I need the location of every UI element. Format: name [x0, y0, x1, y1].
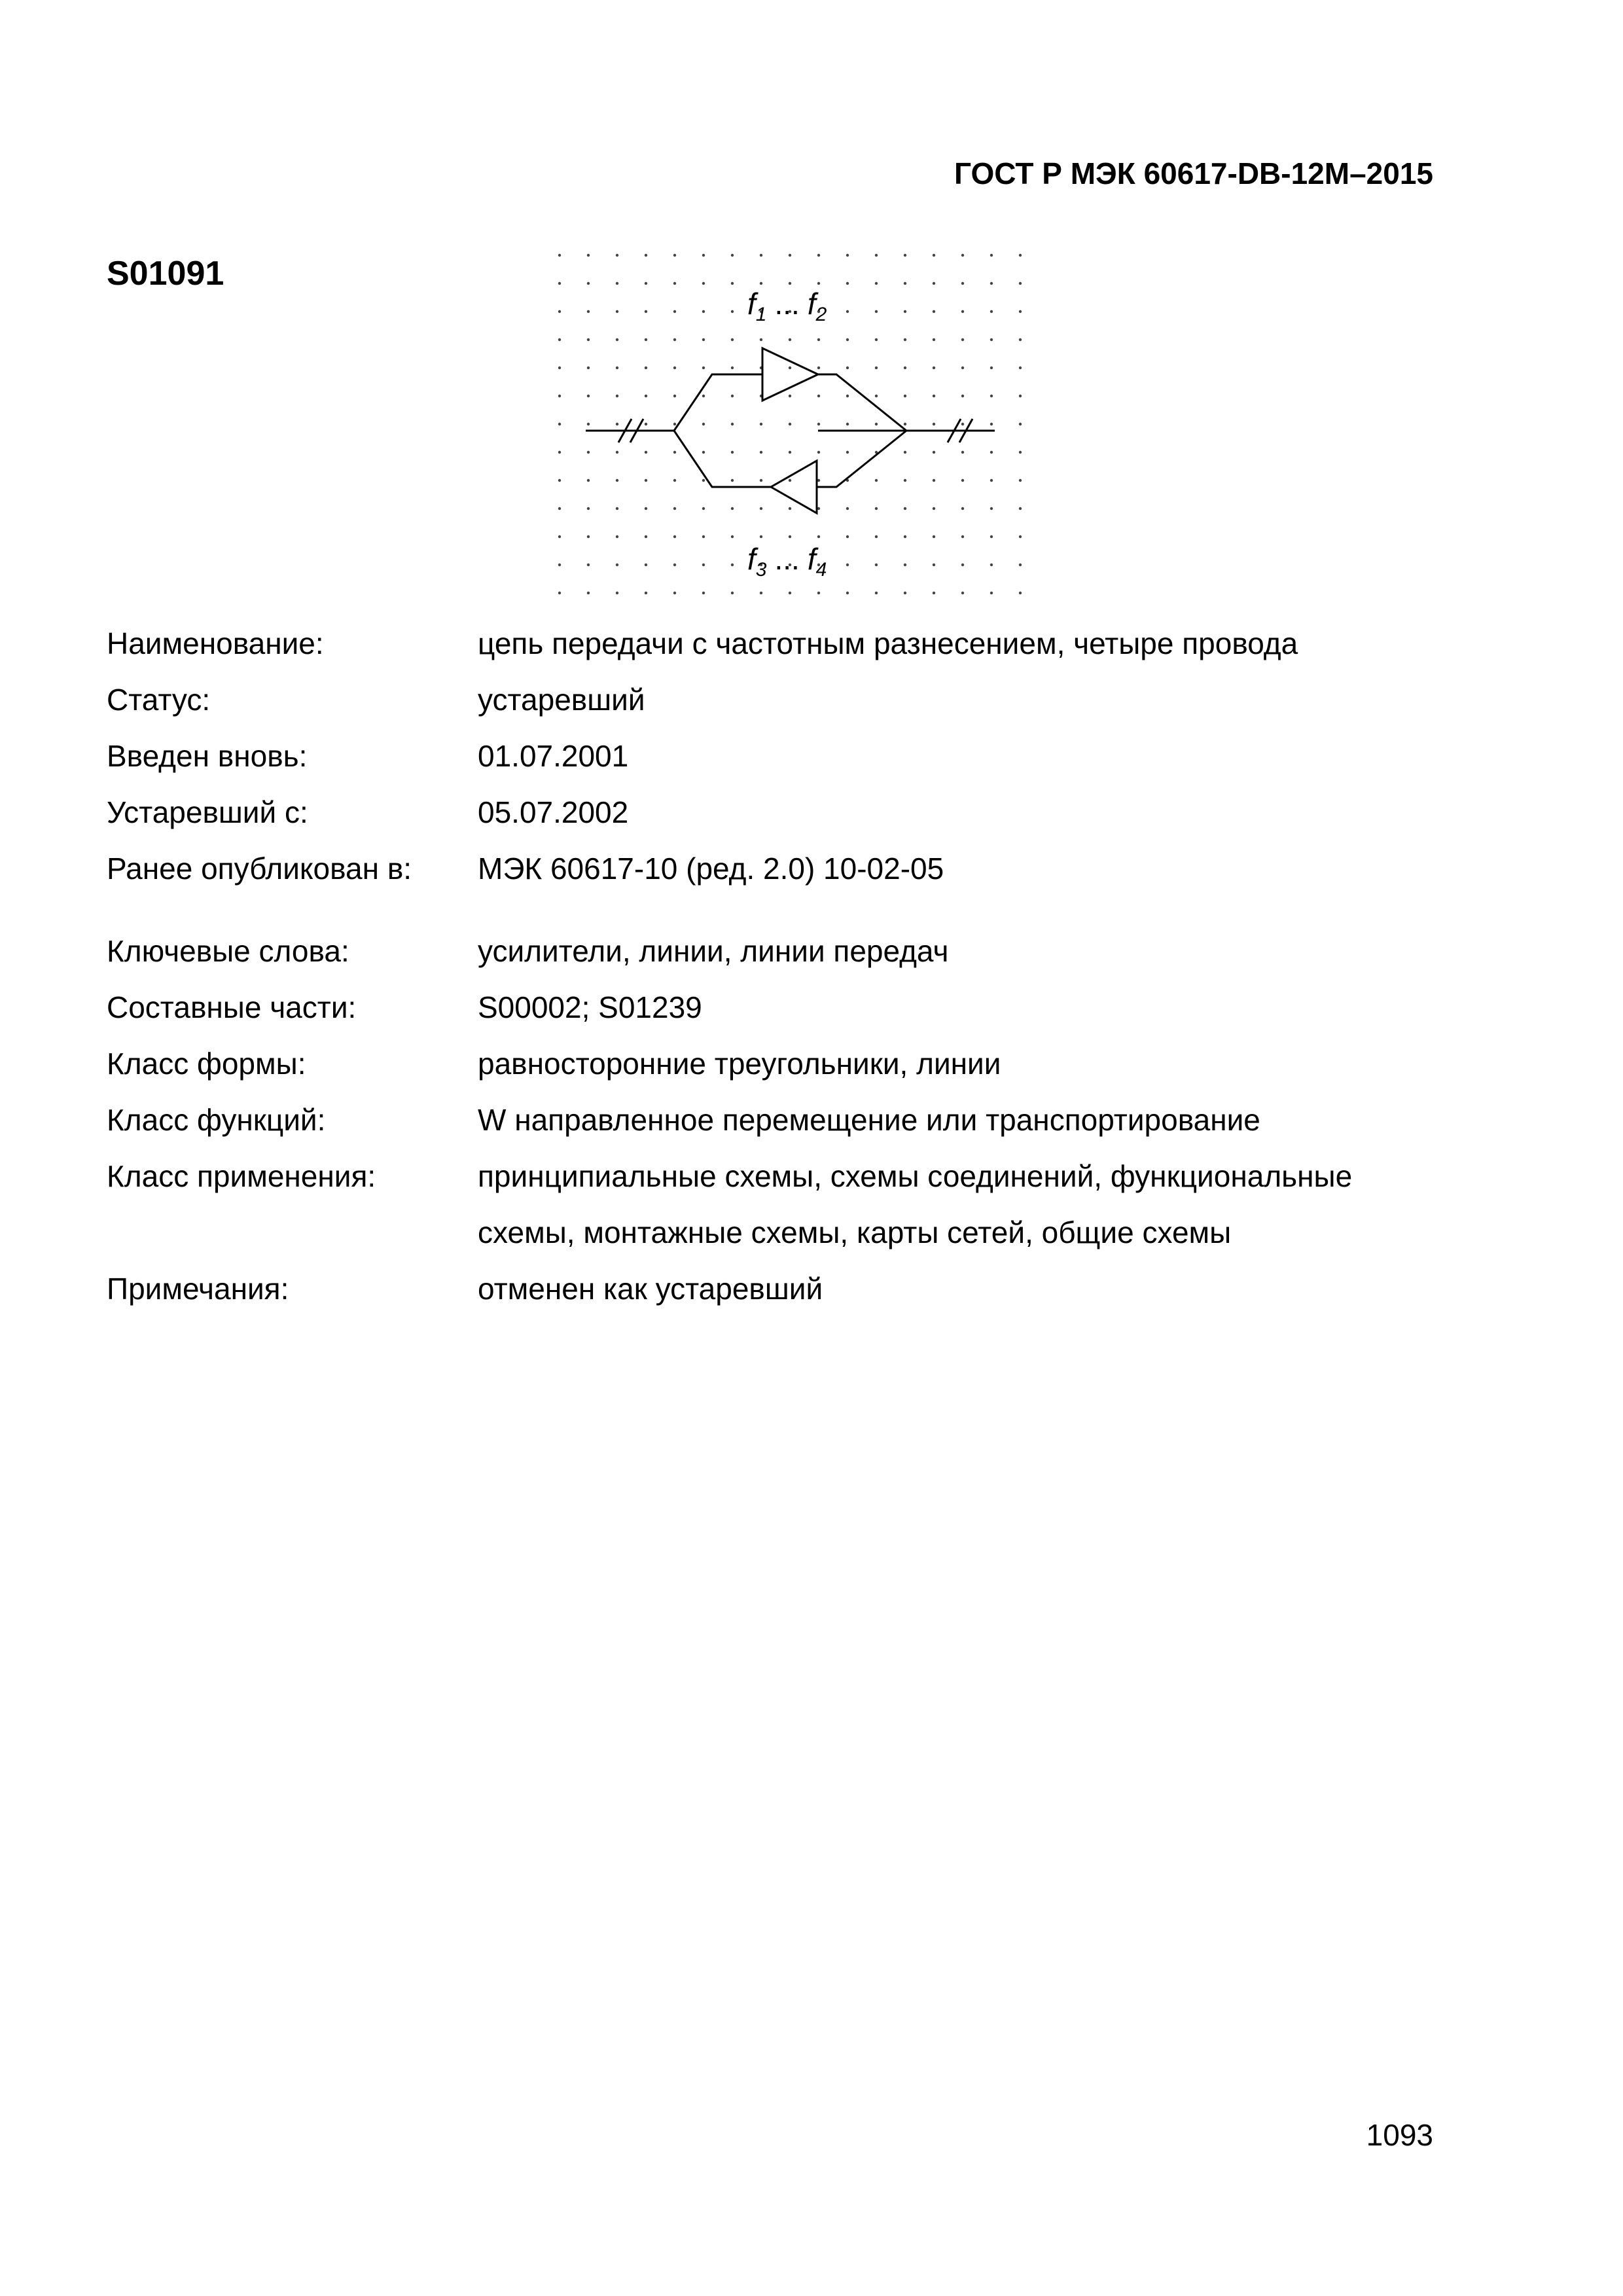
- reverse-amplifier-triangle: [771, 461, 817, 513]
- symbol-svg: [550, 249, 1034, 615]
- property-value: равносторонние треугольники, линии: [478, 1047, 1001, 1081]
- forward-amplifier-triangle: [762, 348, 818, 401]
- property-row: [107, 979, 1416, 1035]
- lower-right-branch: [817, 431, 906, 487]
- property-key: Статус:: [107, 683, 211, 717]
- property-key: Составные части:: [107, 990, 357, 1024]
- property-value: МЭК 60617-10 (ред. 2.0) 10-02-05: [478, 852, 944, 886]
- property-key: Класс функций:: [107, 1103, 326, 1137]
- property-value: W направленное перемещение или транспортирование: [478, 1103, 1260, 1137]
- property-key: Класс формы:: [107, 1047, 306, 1081]
- property-value: усилители, линии, линии передач: [478, 934, 949, 968]
- standard-header: ГОСТ Р МЭК 60617-DB-12M–2015: [954, 156, 1433, 190]
- property-key: Примечания:: [107, 1272, 289, 1306]
- page-number: 1093: [1366, 2118, 1433, 2152]
- property-value: цепь передачи с частотным разнесением, четыре провода: [478, 626, 1298, 660]
- properties-table: [107, 615, 1416, 1317]
- property-key: Наименование:: [107, 626, 324, 660]
- symbol-code: S01091: [107, 255, 224, 293]
- property-key: Устаревший с:: [107, 795, 308, 829]
- property-key: Класс применения:: [107, 1159, 376, 1193]
- property-row: [107, 1148, 1416, 1261]
- property-value: отменен как устаревший: [478, 1272, 823, 1306]
- property-row: [107, 784, 1416, 840]
- property-value: устаревший: [478, 683, 645, 717]
- property-row: [107, 840, 1416, 897]
- property-row: [107, 1092, 1416, 1148]
- section-gap: [107, 897, 1416, 923]
- property-row: [107, 1035, 1416, 1092]
- transmission-path: [586, 348, 995, 513]
- top-frequency-label: $f_1$ ... $f_2$: [747, 287, 827, 325]
- property-key: Введен вновь:: [107, 739, 308, 773]
- symbol-diagram: [550, 249, 1034, 615]
- property-value: принципиальные схемы, схемы соединений, функциональные схемы, монтажные схемы, карты сетей, общие схемы: [478, 1159, 1353, 1249]
- property-key: Ранее опубликован в:: [107, 852, 412, 886]
- property-row: [107, 923, 1416, 979]
- upper-right-branch: [818, 374, 906, 431]
- property-value: 01.07.2001: [478, 739, 629, 773]
- property-key: Ключевые слова:: [107, 934, 349, 968]
- property-row: [107, 615, 1416, 672]
- lower-left-branch: [674, 431, 771, 487]
- property-row: [107, 728, 1416, 784]
- property-value: 05.07.2002: [478, 795, 629, 829]
- upper-left-branch: [674, 374, 762, 431]
- bottom-frequency-label: $f_3$ ... $f_4$: [747, 542, 827, 581]
- property-row: [107, 1261, 1416, 1317]
- property-value: S00002; S01239: [478, 990, 702, 1024]
- property-row: [107, 672, 1416, 728]
